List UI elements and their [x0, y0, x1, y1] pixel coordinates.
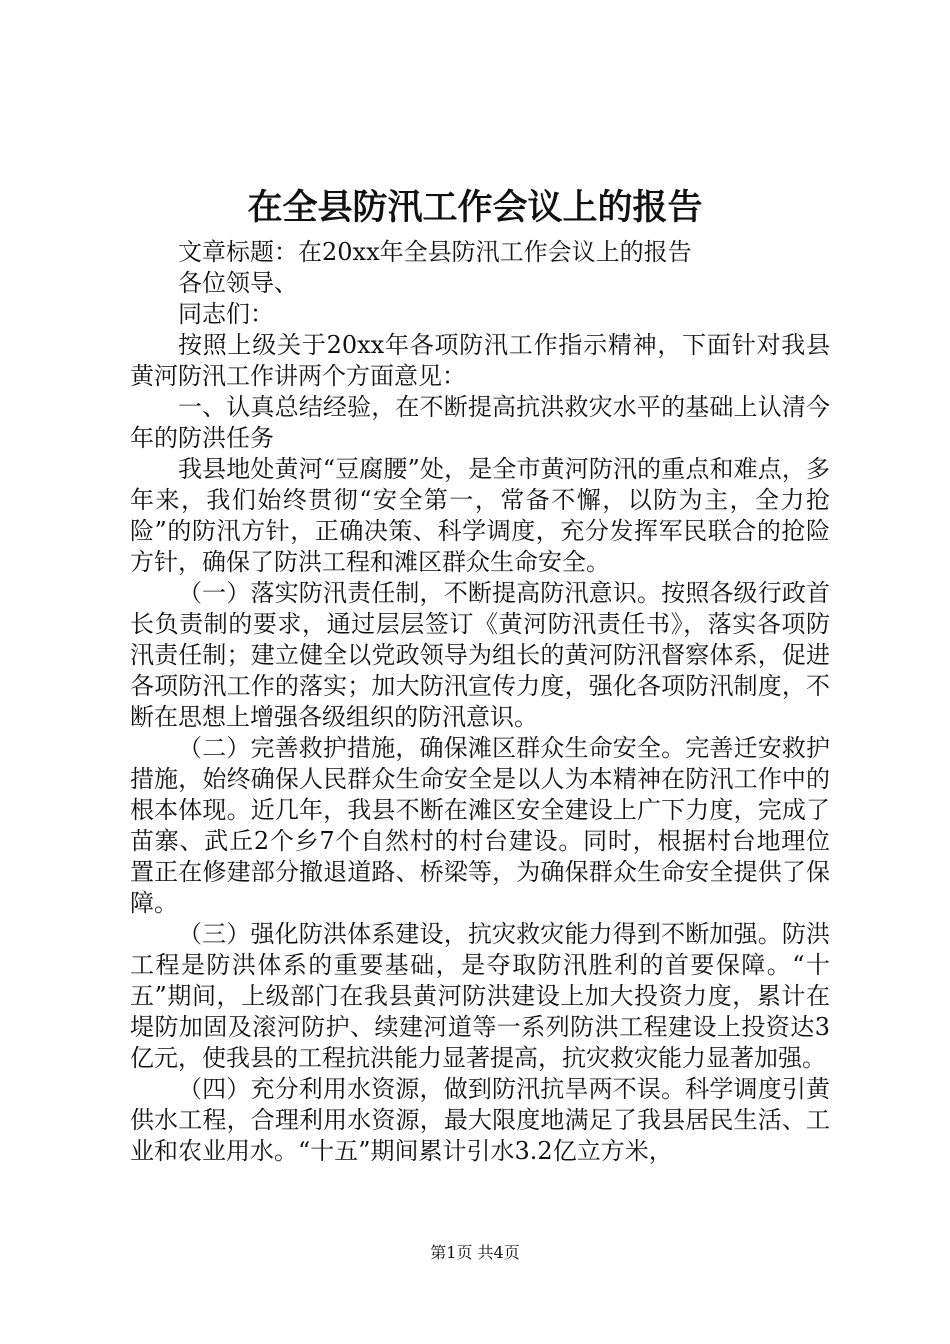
paragraph-article-title: 文章标题：在20xx年全县防汛工作会议上的报告 [178, 238, 692, 266]
paragraph-salutation-leaders: 各位领导、 [178, 269, 298, 297]
paragraph-background: 我县地处黄河“豆腐腰”处，是全市黄河防汛的重点和难点，多年来，我们始终贯彻“安全第一，常备不懈，以防为主，全力抢险”的防汛方针，正确决策、科学调度，充分发挥军民联合的抢险方针，确保了防洪工程和滩区群众生命安全。 [130, 455, 830, 576]
paragraph-item-3: （三）强化防洪体系建设，抗灾救灾能力得到不断加强。防洪工程是防洪体系的重要基础，是夺取防汛胜利的首要保障。“十五”期间，上级部门在我县黄河防洪建设上加大投资力度，累计在堤防加固及滚河防护、续建河道等一系列防洪工程建设上投资达3亿元，使我县的工程抗洪能力显著提高，抗灾救灾能力显著加强。 [130, 920, 830, 1072]
document-body [130, 210, 830, 1167]
paragraph-section-heading: 一、认真总结经验，在不断提高抗洪救灾水平的基础上认清今年的防洪任务 [130, 393, 830, 452]
paragraph-intro: 按照上级关于20xx年各项防汛工作指示精神，下面针对我县黄河防汛工作讲两个方面意见： [130, 331, 830, 390]
paragraph-salutation-comrades: 同志们： [178, 300, 274, 328]
paragraph-item-1: （一）落实防汛责任制，不断提高防汛意识。按照各级行政首长负责制的要求，通过层层签订《黄河防汛责任书》，落实各项防汛责任制；建立健全以党政领导为组长的黄河防汛督察体系，促进各项防汛工作的落实；加大防汛宣传力度，强化各项防汛制度，不断在思想上增强各级组织的防汛意识。 [130, 579, 830, 731]
paragraph-item-2: （二）完善救护措施，确保滩区群众生命安全。完善迁安救护措施，始终确保人民群众生命安全是以人为本精神在防汛工作中的根本体现。近几年，我县不断在滩区安全建设上广下力度，完成了苗寨、武丘2个乡7个自然村的村台建设。同时，根据村台地理位置正在修建部分撤退道路、桥梁等，为确保群众生命安全提供了保障。 [130, 734, 830, 917]
page-footer: 第1页 共4页 [430, 1243, 520, 1262]
document-title: 在全县防汛工作会议上的报告 [247, 187, 703, 228]
paragraph-item-4: （四）充分利用水资源，做到防汛抗旱两不误。科学调度引黄供水工程，合理利用水资源，最大限度地满足了我县居民生活、工业和农业用水。“十五”期间累计引水3.2亿立方米， [130, 1075, 830, 1165]
